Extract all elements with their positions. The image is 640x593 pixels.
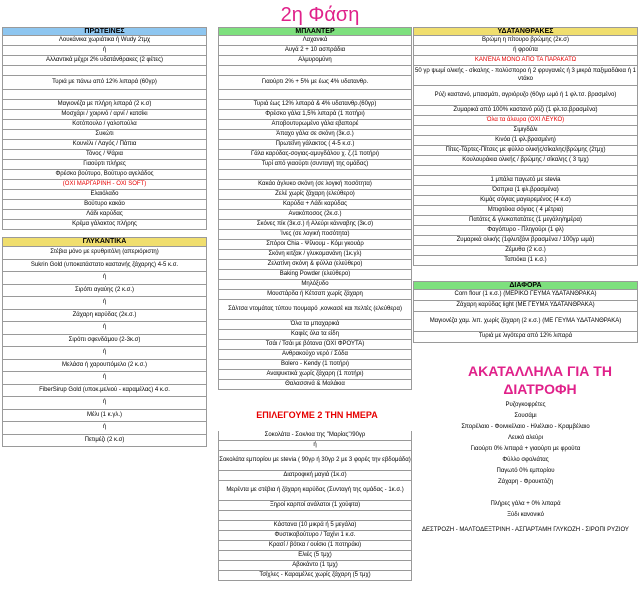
list-item: Συκώτι — [2, 130, 207, 140]
list-item: Ζελέ χωρίς ζάχαρη (ελεύθερο) — [218, 190, 412, 200]
list-item: Ανθρακούχο νερό / Σόδα — [218, 350, 412, 360]
list-item: Ταπιόκα (1 κ.σ.) — [413, 256, 638, 266]
list-item: Κάστανα (10 μικρά ή 5 μεγάλα) — [218, 521, 412, 531]
list-item: Κρασί / βότκα / ουίσκι (1 ποτηράκι) — [218, 541, 412, 551]
list-item: (ΟΧΙ ΜΑΡΓΑΡΙΝΗ - ΟΧΙ SOFT) — [2, 180, 207, 190]
list-item: Γάλα καρύδας-σογιας-αμυγδάλου χ. ζ.(1 ποτήρι) — [218, 150, 412, 160]
list-item: Αποβουτυρωμένο γάλα εβαπορέ — [218, 120, 412, 130]
list-item: Φρέσκο γάλα 1,5% λιπαρά (1 ποτήρι) — [218, 110, 412, 120]
list-item: Ανακόποσος (2κ.σ.) — [218, 210, 412, 220]
list-item: ή φρούτα — [413, 46, 638, 56]
list-item: Σπόροι Chia - Ψίλιουμ - Κόμι γκουάρ — [218, 240, 412, 250]
list-item: Λάδι καρύδας — [2, 210, 207, 220]
list-item: Ζυμαρικά ολικής (1φλυτζάνι βρασμένα / 100γρ ωμά) — [413, 236, 638, 246]
list-item: Κουλουράκια ολικής / βρώμης / σίκαλης ( 3 τμχ) — [413, 156, 638, 166]
list-item: Αυγά 2 + 10 ασπράδια — [218, 46, 412, 56]
list-item: ή — [2, 297, 207, 310]
list-item: Σοκολάτα εμπορίου με stevia ( 90γρ ή 30γρ 2 με 3 φορές την εβδομάδα) — [218, 451, 412, 471]
list-item: ΚΑΝΈΝΑ ΜΟΝΟ ΑΠΟ ΤΑ ΠΑΡΑΚΑΤΩ — [413, 56, 638, 66]
list-item: Μαγιονέζα με πλήρη λιπαρά (2 κ.σ) — [2, 100, 207, 110]
list-item: Τυρί από γιαούρτι (συνταγή της ομάδας) — [218, 160, 412, 170]
list-item: FiberSirup Gold (υποκ.μελιού - καραμέλας) 4 κ.σ. — [2, 385, 207, 398]
list-item: ή — [2, 397, 207, 410]
list-item: Σιρόπι αγαύης (2 κ.σ.) — [2, 285, 207, 298]
sweets-header: ΓΛΥΚΑΝΤΙΚΑ — [2, 237, 207, 247]
list-item: Όλα τα μπαχαρικά — [218, 320, 412, 330]
list-item: Θαλασσινά & Μαλάκια — [218, 380, 412, 390]
list-item: Τσάι / Τσάι με βότανα (ΟΧΙ ΦΡΟΥΤΑ) — [218, 340, 412, 350]
list-item: ή — [2, 372, 207, 385]
list-item: Αβοκάντο (1 τμχ) — [218, 561, 412, 571]
list-item — [2, 90, 207, 100]
list-item: Μερέντα με στέβια ή ζάχαρη καρύδας (Συνταγή της ομάδας - 1κ.σ.) — [218, 481, 412, 501]
list-item: Ρύζι καστανό, μπασμάτι, αγριόρυζο (60γρ ωμό ή 1 φλ.τσ. βρασμένο) — [413, 86, 638, 106]
list-item: Γιαούρτι 2% + 5% με έως 4% υδατανθρ. — [218, 76, 412, 90]
list-item: Αλλαντικά μέχρι 2% υδατάνθρακες (2 φέτες) — [2, 56, 207, 66]
carbs-header: ΥΔΑΤΑΝΘΡΑΚΕΣ — [413, 27, 638, 36]
list-item: Σκόνες πίκ (3κ.σ.) ή Αλεύρι κάνναβης (3κ.σ) — [218, 220, 412, 230]
list-item: Ζέμυθα (2 κ.σ.) — [413, 246, 638, 256]
list-item: Ρυζογκοφρέτες — [505, 401, 546, 408]
list-item: ή — [2, 272, 207, 285]
list-item: Ξύδι κανονικό — [507, 511, 544, 518]
list-item: Μηλόξυδο — [218, 280, 412, 290]
list-item: Λευκό αλεύρι — [507, 434, 544, 441]
list-item: Τόνος / Ψάρια — [2, 150, 207, 160]
list-item: 50 γρ ψωμί ολικής - σίκαλης - πολύσπορο ή 2 φρυγανιές ή 3 μικρά παξιμαδάκια ή 1 ντάκο — [413, 66, 638, 86]
list-item: Βούτυρο κακάο — [2, 200, 207, 210]
list-item: Ελιές (5 τμχ) — [218, 551, 412, 561]
list-item: Φαγόπυρο - Πληγούρι (1 φλ) — [413, 226, 638, 236]
list-item: Λουκάνικα χωριάτικα ή Wudy 2τμχ — [2, 36, 207, 46]
list-item: Σιμιγδάλι — [413, 126, 638, 136]
page-title: 2η Φάση — [280, 4, 360, 26]
list-item: Πετιμέζι (2 κ.σ) — [2, 435, 207, 448]
list-item: Τυριά με λιγότερα από 12% λιπαρά — [413, 332, 638, 343]
list-item: Ζελατίνη σκόνη & φύλλα (ελεύθερο) — [218, 260, 412, 270]
list-item: Μαγιονέζα χαμ. λιπ. χωρίς ζάχαρη (2 κ.σ.) (ΜΕ ΓΕΥΜΑ ΥΔΑΤΑΝΘΡΑΚΑ) — [413, 312, 638, 332]
list-item: Παγωτό 0% εμπορίου — [496, 467, 555, 474]
list-item: Καφές όλα τα είδη — [218, 330, 412, 340]
list-item: Μέλι (1 κ.γλ.) — [2, 410, 207, 423]
list-item: Ελαιόλαδο — [2, 190, 207, 200]
list-item: Όσπρια (1 φλ.βρασμένα) — [413, 186, 638, 196]
list-item: Φρέσκο βούτυρο, Βούτυρο αγελάδος — [2, 170, 207, 180]
list-item: 1 μπάλα παγωτό με stevia — [413, 176, 638, 186]
snacks-header: ΜΠΛΑΝΤΕΡ — [218, 27, 412, 36]
list-item: Γιαούρτι πλήρες — [2, 160, 207, 170]
list-item: Αλμυρομύνη — [218, 56, 412, 66]
list-item: Σουσάμι — [514, 412, 537, 419]
list-item — [218, 170, 412, 180]
list-item — [413, 166, 638, 176]
list-item: Πλήρες γάλα + 0% λιπαρά — [490, 500, 561, 507]
list-item — [218, 90, 412, 100]
list-item: Ζάχαρη καρύδας (2κ.σ.) — [2, 310, 207, 323]
list-item: Ίνες (σε λογική ποσότητα) — [218, 230, 412, 240]
list-item: Sukrin Gold (υποκατάστατο καστανής ζάχαρης) 4-5 κ.σ. — [2, 260, 207, 273]
list-item — [413, 488, 638, 499]
misc-header: ΔΙΑΦΟΡΑ — [413, 281, 638, 290]
proteins-header: ΠΡΩΤΕΙΝΕΣ — [2, 27, 207, 36]
list-item: Σοκολάτα - Σοκ/κια της "Μαρίας"/90γρ — [218, 431, 412, 441]
list-item: ή — [2, 322, 207, 335]
list-item: Όλα τα άλευρα (ΟΧΙ ΛΕΥΚΟ) — [413, 116, 638, 126]
list-item: Ζυμαρικά από 100% καστανό ρύζι (1 φλ.τσ.βρασμένα) — [413, 106, 638, 116]
list-item: Σπορέλαιο - Φοινικέλαιο - Ηλιέλαιο - Κραμβέλαιο — [461, 423, 590, 430]
list-item: Φύλλο σφολιάτας — [502, 456, 549, 463]
list-item: Κινόα (1 φλ.βρασμένη) — [413, 136, 638, 146]
list-item: Ζάχαρη καρύδας light (ΜΕ ΓΕΥΜΑ ΥΔΑΤΑΝΘΡΑΚΑ) — [413, 301, 638, 312]
list-item: Βρώμη η πίτουρο βρώμης (2κ.σ) — [413, 36, 638, 46]
list-item: Πρωτεΐνη γάλακτος ( 4-5 κ.σ.) — [218, 140, 412, 150]
list-item: Σιρόπι σφενδάμου (2-3κ.σ) — [2, 335, 207, 348]
list-item: Διατροφική μαγιά (1κ.σ) — [218, 471, 412, 481]
list-item: Τσίχλες - Καραμέλες χωρίς ζάχαρη (5 τμχ) — [218, 571, 412, 581]
list-item: ή — [2, 347, 207, 360]
list-item: Corn flour (1 κ.σ.) (ΜΕΡΙΚΟ ΓΕΥΜΑ ΥΔΑΤΑΝΘΡΑΚΑ) — [413, 290, 638, 301]
list-item: Μελάσα ή χαρουπόμελο (2 κ.σ.) — [2, 360, 207, 373]
list-item: Σάλτσα ντομάτας τύπου πουμαρό ,κονκασέ και πελτές (ελεύθερα) — [218, 300, 412, 320]
list-item: ή — [2, 46, 207, 56]
list-item: Ξηροί καρποί ανάλατοι (1 χούφτα) — [218, 501, 412, 511]
list-item: Αναψυκτικά χωρίς ζάχαρη (1 ποτήρι) — [218, 370, 412, 380]
list-item: Τυριά έως 12% λιπαρά & 4% υδατανθρ.(60γρ) — [218, 100, 412, 110]
list-item: Κρέμα γάλακτος πλήρης — [2, 220, 207, 230]
list-item: Baking Powder (ελεύθερο) — [218, 270, 412, 280]
list-item: ή — [218, 441, 412, 451]
list-item: Πατάτες & γλυκοπατάτες (1 μεγάλη/ημέρα) — [413, 216, 638, 226]
list-item: Καρύδα + Λάδι καρύδας — [218, 200, 412, 210]
list-item — [2, 66, 207, 76]
list-item: Bolero - Kendy (1 ποτήρι) — [218, 360, 412, 370]
list-item: Μουστάρδα ή Κέτσαπ χωρίς ζάχαρη — [218, 290, 412, 300]
list-item: Κακάο άγλυκο σκόνη (σε λογική ποσότητα) — [218, 180, 412, 190]
list-item — [218, 511, 412, 521]
list-item: ή — [2, 422, 207, 435]
list-item — [218, 66, 412, 76]
list-item: Άπαχο γάλα σε σκόνη (3κ.σ.) — [218, 130, 412, 140]
list-item: Κιμάς σόγιας μαγειρεμένος (4 κ.σ) — [413, 196, 638, 206]
list-item: Γιαούρτι 0% λιπαρά + γιαούρτι με φρούτα — [470, 445, 581, 452]
list-item: Κουνέλι / Λαγός / Πάπια — [2, 140, 207, 150]
list-item: Κοτόπουλο / γαλοπούλα — [2, 120, 207, 130]
list-item: Ζάχαρη - Φρουκτόζη — [497, 478, 554, 485]
list-item: Στέβια μόνο με ερυθριτόλη (απεριόριστη) — [2, 247, 207, 260]
list-item: Τυριά με πάνω από 12% λιπαρά (60γρ) — [2, 76, 207, 90]
list-item: Πίτες-Τάρτες-Πίτσες με φύλλο ολικής/σίκαλης/βρώμης (2τμχ) — [413, 146, 638, 156]
unsuitable-heading: ΑΚΑΤΑΛΛΗΛΑ ΓΙΑ ΤΗ ΔΙΑΤΡΟΦΗ — [468, 363, 612, 397]
choose-two-note: ΕΠΙΛΕΓΟΥΜΕ 2 ΤΗΝ ΗΜΕΡΑ — [256, 410, 378, 420]
list-item: Μπιφτέκια σόγιας ( 4 μέτρια) — [413, 206, 638, 216]
list-item: ΔΕΣΤΡΟΖΗ - ΜΑΛΤΟΔΕΞΤΡΙΝΗ - ΑΣΠΑΡΤΑΜΗ ΓΛΥΚΟΖΗ - ΣΙΡΟΠΙ ΡΥΖΙΟΥ — [422, 527, 629, 534]
list-item: Μοσχάρι / χοιρινό / αρνί / κατσίκι — [2, 110, 207, 120]
list-item: Φυστικοβούτυρο / Ταχίνι 1 κ.σ. — [218, 531, 412, 541]
list-item: Λαχανικά — [218, 36, 412, 46]
list-item: Σκόνη κιτζακ / γλυκομανάνη (1κ.γλ) — [218, 250, 412, 260]
